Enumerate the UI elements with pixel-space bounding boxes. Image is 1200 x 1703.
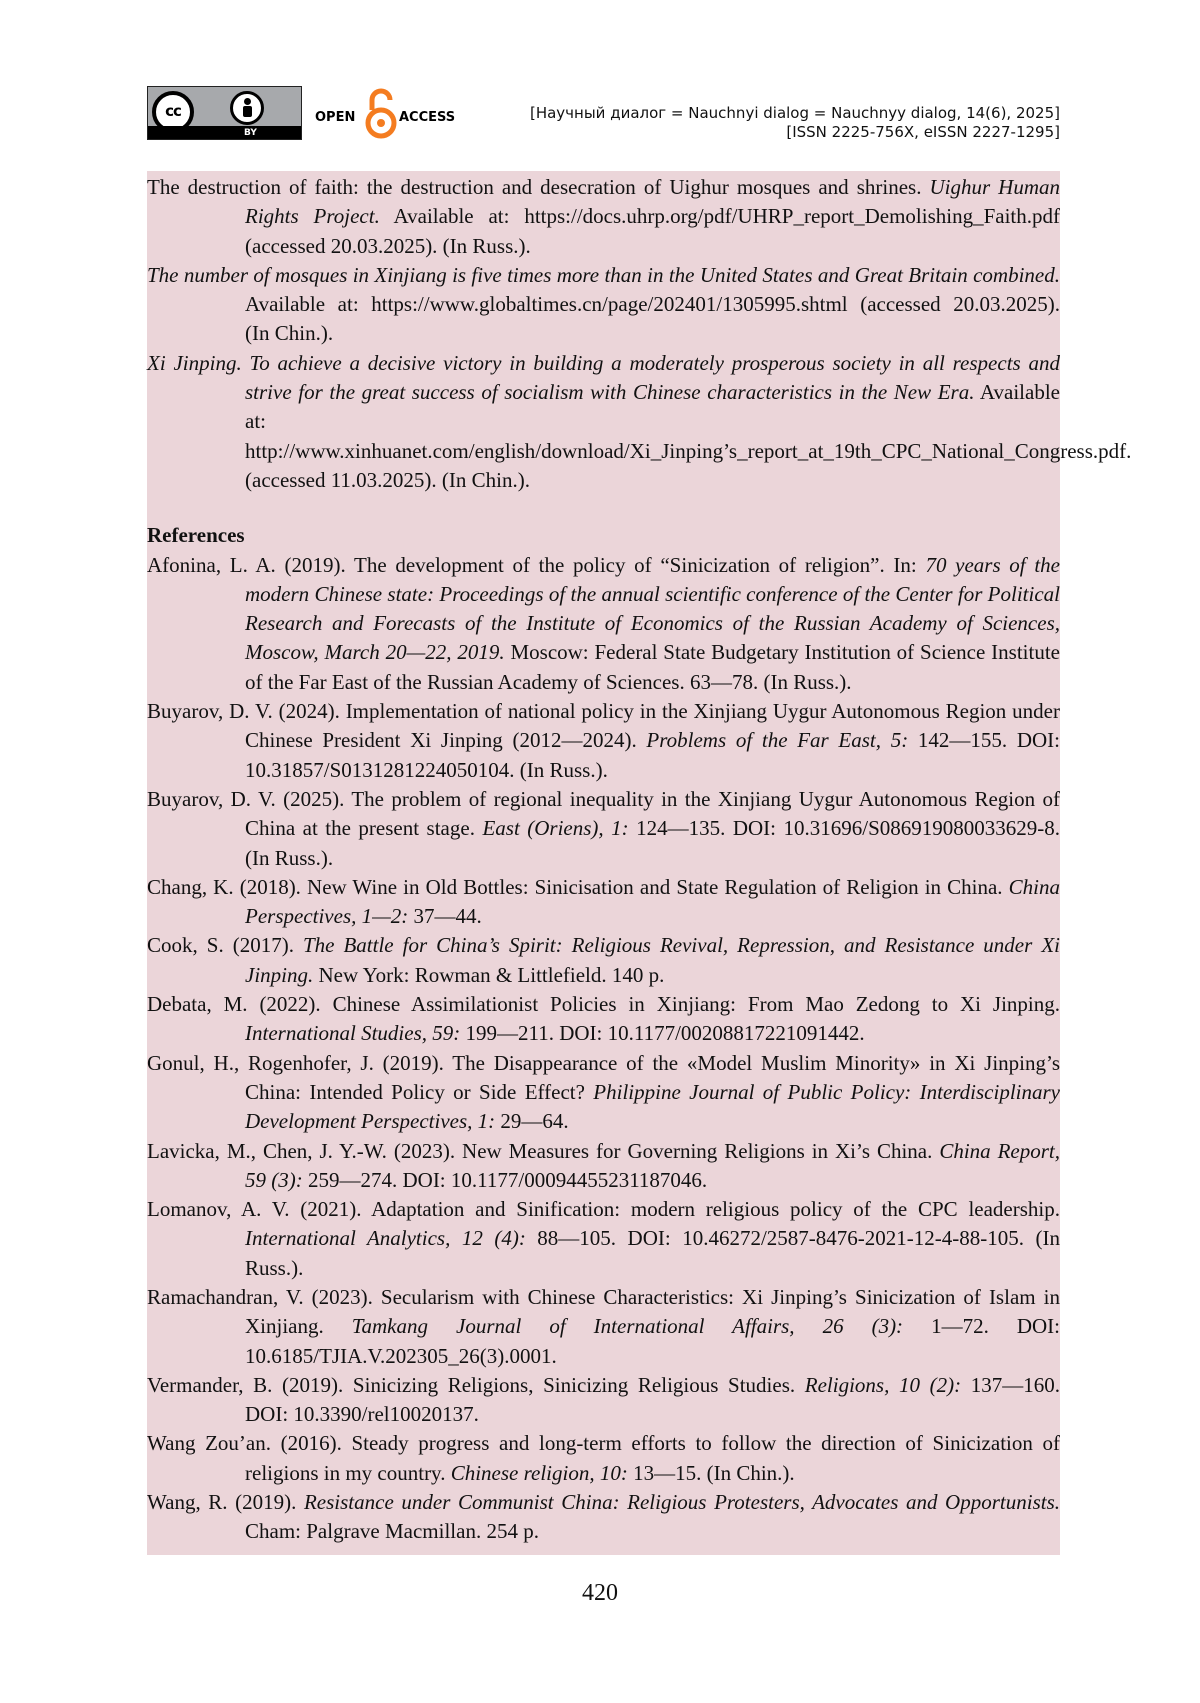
cc-by-license-badge[interactable] [147,86,302,140]
entry-italic: Xi Jinping. To achieve a decisive victory in building a moderately prosperous society in all respects and strive for the great success of socialism with Chinese characteristics in the New Era. [147,350,1060,405]
open-access-lock-icon [363,88,399,140]
journal-issn-line: [ISSN 2225-756X, eISSN 2227-1295] [786,123,1060,141]
license-by-label: BY [244,128,257,138]
reference-entry [147,1195,1060,1283]
journal-title-line: [Научный диалог = Nauchnyi dialog = Nauchnyy dialog, 14(6), 2025] [529,104,1060,122]
attribution-person-icon [230,91,264,125]
entry-details: 199—211. DOI: 10.1177/00208817221091442. [460,1021,865,1046]
reference-entry [147,785,1060,873]
page-header [147,86,1060,146]
open-access-access-label: ACCESS [399,110,456,125]
reference-entry [147,1283,1060,1371]
entry-details: 137—160. DOI: 10.3390/rel10020137. [245,1372,1060,1427]
source-entry [147,261,1060,349]
entry-text: Vermander, B. (2019). Sinicizing Religions, Sinicizing Religious Studies. [147,1372,805,1397]
entry-italic: Chinese religion, 10: [450,1460,628,1485]
entry-italic: The number of mosques in Xinjiang is five times more than in the United States and Great Britain combined. [147,262,1060,287]
entry-italic: Philippine Journal of Public Policy: Interdisciplinary Development Perspectives, 1: [245,1079,1060,1134]
entry-details: Available at: https://www.globaltimes.cn/page/202401/1305995.shtml (accessed 20.03.2025). (In Chin.). [245,292,1060,346]
entry-italic: Resistance under Communist China: Religious Protesters, Advocates and Opportunists. [303,1490,1060,1515]
reference-entry [147,697,1060,785]
entry-italic: Uighur Human Rights Project. [245,175,1060,229]
entry-details: Moscow: Federal State Budgetary Institution of Science Institute of the Far East of the Russian Academy of Sciences. 63—78. (In Russ.). [245,640,1060,694]
entry-italic: The Battle for China’s Spirit: Religious Revival, Repression, and Resistance under Xi Jinping. [245,933,1060,987]
entry-details: Cham: Palgrave Macmillan. 254 p. [245,1519,539,1544]
entry-details: 13—15. (In Chin.). [627,1460,795,1485]
entry-italic: Problems of the Far East, 5: [646,728,909,753]
entry-italic: International Analytics, 12 (4): [245,1226,526,1251]
reference-entry [147,1429,1060,1488]
entry-text: Gonul, H., Rogenhofer, J. (2019). The Disappearance of the «Model Muslim Minority» in Xi Jinping’s China: Intended Policy or Side Effect? [147,1050,1060,1104]
entry-details: 29—64. [495,1109,569,1134]
entry-details: 88—105. DOI: 10.46272/2587-8476-2021-12-4-88-105. (In Russ.). [245,1226,1060,1280]
open-access-open-label: OPEN [315,110,356,125]
entry-text: Afonina, L. A. (2019). The development of the policy of “Sinicization of religion”. In: [147,552,926,577]
entry-text: The destruction of faith: the destruction and desecration of Uighur mosques and shrines. [147,175,930,199]
entry-details: Available at: http://www.xinhuanet.com/english/download/Xi_Jinping’s_report_at_19th_CPC_National_Congress.pdf. (accessed 11.03.2025). (In Chin.). [245,380,1132,492]
reference-entry [147,1371,1060,1430]
entry-italic: China Report, 59 (3): [245,1138,1061,1192]
references-heading: References [147,523,245,548]
open-access-logo [315,88,465,140]
entry-italic: East (Oriens), 1: [482,816,629,841]
entry-details: 37—44. [408,904,482,929]
entry-text: Buyarov, D. V. (2024). Implementation of national policy in the Xinjiang Uygur Autonomous Region under Chinese President Xi Jinping (2012—2024). [147,699,1060,753]
reference-entry [147,551,1060,697]
journal-citation [530,104,1060,142]
creative-commons-icon: cc [152,91,194,133]
reference-entry [147,873,1060,932]
entry-details: Available at: https://docs.uhrp.org/pdf/UHRP_report_Demolishing_Faith.pdf (accessed 20.03.2025). (In Russ.). [245,204,1061,258]
source-entry [147,173,1060,261]
reference-entry [147,1049,1060,1137]
reference-entry [147,1137,1060,1196]
source-entry [147,349,1132,495]
bibliography-block [147,171,1132,1555]
reference-entry [147,1488,1060,1547]
entry-details: 259—274. DOI: 10.1177/00094455231187046. [302,1167,708,1192]
entry-italic: China Perspectives, 1—2: [245,874,1060,929]
entry-details: 124—135. DOI: 10.31696/S086919080033629-8. (In Russ.). [245,816,1061,870]
entry-text: Cook, S. (2017). [147,933,303,958]
entry-details: 1—72. DOI: 10.6185/TJIA.V.202305_26(3).0001. [245,1314,1060,1368]
entry-text: Buyarov, D. V. (2025). The problem of regional inequality in the Xinjiang Uygur Autonomous Region of China at the present stage. [147,786,1060,841]
entry-italic: International Studies, 59: [245,1021,461,1046]
entry-italic: Tamkang Journal of International Affairs, 26 (3): [351,1314,904,1339]
entry-text: Debata, M. (2022). Chinese Assimilationist Policies in Xinjiang: From Mao Zedong to Xi Jinping. [147,992,1060,1017]
entry-text: Lavicka, M., Chen, J. Y.-W. (2023). New Measures for Governing Religions in Xi’s China. [147,1138,940,1163]
entry-text: Wang Zou’an. (2016). Steady progress and long-term efforts to follow the direction of Sinicization of religions in my country. [147,1431,1060,1485]
license-bar [148,126,301,139]
entry-details: New York: Rowman & Littlefield. 140 p. [313,962,665,987]
page-number: 420 [582,1580,618,1606]
entry-text: Chang, K. (2018). New Wine in Old Bottles: Sinicisation and State Regulation of Religion in China. [147,874,1009,899]
entry-italic: Religions, 10 (2): [804,1372,962,1397]
entry-text: Wang, R. (2019). [147,1490,304,1515]
entry-text: Lomanov, A. V. (2021). Adaptation and Sinification: modern religious policy of the CPC leadership. [147,1197,1060,1222]
reference-entry [147,990,1060,1049]
entry-details: 142—155. DOI: 10.31857/S0131281224050104. (In Russ.). [245,728,1061,782]
entry-italic: 70 years of the modern Chinese state: Proceedings of the annual scientific conference of the Center for Political Research and Forecasts of the Institute of Economics of the Russian Academy of Sciences, Moscow, March 20—22, 2019. [245,552,1060,665]
reference-entry [147,931,1060,990]
entry-text: Ramachandran, V. (2023). Secularism with Chinese Characteristics: Xi Jinping’s Sinicization of Islam in Xinjiang. [147,1284,1060,1339]
references-list [147,551,1060,1547]
